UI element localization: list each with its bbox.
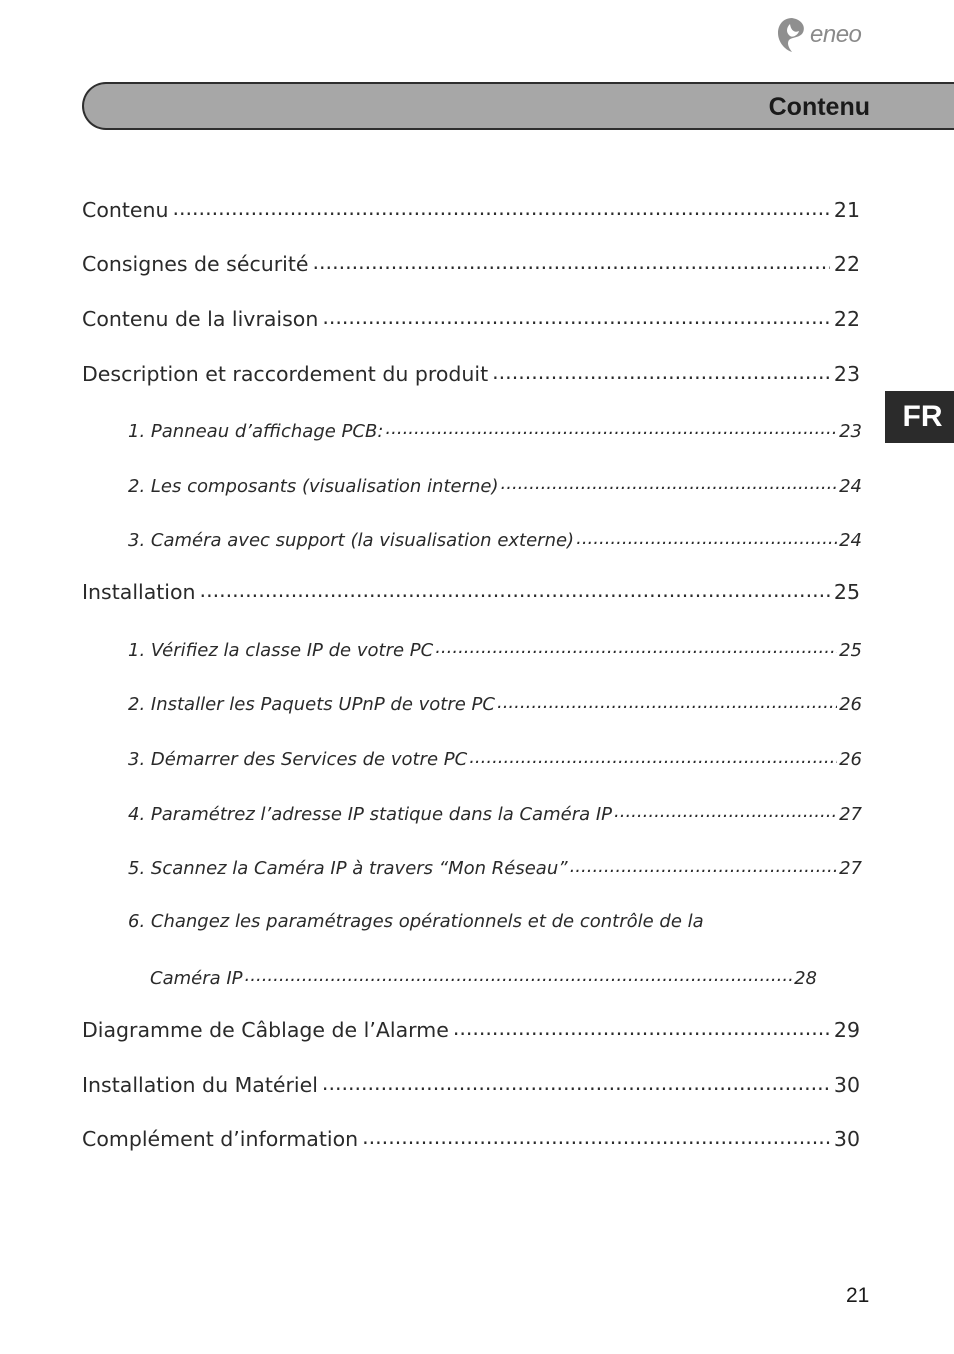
toc-dot-leader: [497, 692, 837, 710]
toc-entry[interactable]: [128, 911, 862, 932]
toc-entry-label: Complément d’information: [82, 1127, 359, 1152]
toc-entry[interactable]: [128, 528, 862, 551]
toc-entry[interactable]: [128, 802, 862, 825]
toc-entry-label: Installation du Matériel: [82, 1072, 318, 1097]
toc-entry-page: 23: [839, 420, 862, 442]
toc-dot-leader: [435, 638, 837, 656]
toc-entry[interactable]: [128, 419, 862, 442]
toc-entry-page: 21: [833, 197, 860, 222]
toc-entry-page: 24: [839, 475, 862, 497]
toc-dot-leader: [313, 251, 830, 272]
toc-entry[interactable]: [82, 579, 860, 605]
toc-dot-leader: [172, 196, 829, 217]
toc-entry-label: Caméra IP: [150, 967, 243, 989]
toc-entry[interactable]: [128, 474, 862, 497]
page-title: Contenu: [768, 93, 870, 121]
toc-entry-page: 26: [839, 694, 862, 716]
toc-entry-label: Diagramme de Câblage de l’Alarme: [82, 1018, 449, 1042]
toc-entry-label: Contenu de la livraison: [82, 306, 319, 331]
toc-entry-label: 2. Installer les Paquets UPnP de votre PC: [128, 694, 495, 716]
toc-entry[interactable]: [82, 196, 860, 222]
toc-entry[interactable]: [82, 1126, 860, 1152]
toc-entry-label: 5. Scannez la Caméra IP à travers “Mon Réseau”: [128, 858, 568, 880]
toc-entry[interactable]: [128, 692, 862, 715]
toc-dot-leader: [614, 802, 837, 820]
toc-dot-leader: [322, 305, 830, 326]
toc-entry-page: 29: [833, 1018, 860, 1042]
toc-entry-page: 26: [839, 749, 862, 770]
toc-dot-leader: [200, 579, 830, 600]
eneo-logo-icon: [776, 16, 808, 54]
toc-entry-page: 27: [839, 858, 862, 880]
toc-dot-leader: [469, 747, 837, 765]
toc-dot-leader: [385, 419, 837, 437]
toc-entry[interactable]: [128, 747, 862, 770]
toc-dot-leader: [576, 528, 837, 546]
toc-dot-leader: [245, 966, 793, 984]
toc-entry-page: 30: [833, 1072, 860, 1097]
toc-dot-leader: [322, 1071, 830, 1092]
toc-entry-label: Description et raccordement du produit: [82, 361, 489, 386]
toc-dot-leader: [453, 1017, 830, 1038]
toc-entry-page: 23: [833, 361, 860, 386]
toc-entry-page: 22: [833, 252, 860, 277]
toc-dot-leader: [362, 1126, 830, 1147]
toc-entry-label: 2. Les composants (visualisation interne): [128, 475, 499, 497]
title-bar: [82, 82, 954, 130]
toc-entry-label: 3. Caméra avec support (la visualisation externe): [128, 530, 575, 552]
toc-entry-page: 27: [839, 803, 862, 825]
toc-entry-page: 22: [833, 306, 860, 331]
logo-wordmark: eneo: [810, 21, 862, 48]
toc-entry[interactable]: [82, 251, 860, 277]
toc-entry[interactable]: [82, 305, 860, 331]
toc-entry-label: 1. Vérifiez la classe IP de votre PC: [128, 639, 434, 661]
toc-entry[interactable]: [150, 966, 817, 989]
toc-entry-page: 25: [833, 580, 860, 605]
toc-dot-leader: [570, 856, 838, 874]
toc-entry-label: 6. Changez les paramétrages opérationnels et de contrôle de la: [128, 911, 704, 933]
toc-entry-label: Installation: [82, 580, 196, 605]
toc-entry-page: 24: [839, 530, 862, 552]
toc-dot-leader: [492, 360, 830, 381]
toc-entry[interactable]: [82, 1017, 860, 1043]
toc-dot-leader: [501, 474, 838, 492]
toc-entry-label: Consignes de sécurité: [82, 252, 309, 277]
toc-entry-label: 3. Démarrer des Services de votre PC: [128, 749, 468, 770]
toc-entry[interactable]: [128, 638, 862, 661]
toc-entry-label: 4. Paramétrez l’adresse IP statique dans la Caméra IP: [128, 803, 613, 825]
toc-entry[interactable]: [128, 856, 862, 879]
toc-entry-label: 1. Panneau d’affichage PCB:: [128, 420, 384, 442]
eneo-logo: [776, 16, 861, 54]
toc-entry[interactable]: [82, 360, 860, 386]
toc-entry-page: 30: [833, 1127, 860, 1152]
toc-entry-page: 28: [794, 967, 817, 989]
toc-entry-label: Contenu: [82, 197, 169, 222]
toc-entry[interactable]: [82, 1071, 860, 1097]
page-number: 21: [846, 1284, 870, 1307]
toc-entry-page: 25: [839, 639, 862, 661]
language-tab: FR: [885, 391, 954, 443]
